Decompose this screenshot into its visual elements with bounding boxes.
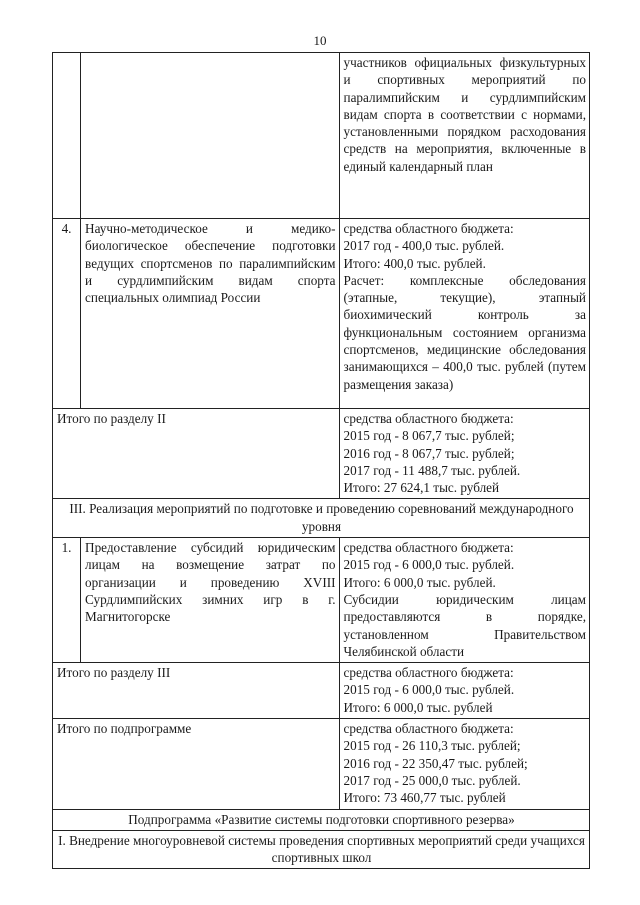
funding-cell bbox=[339, 538, 589, 663]
funding-line: Итого: 27 624,1 тыс. рублей bbox=[343, 480, 500, 496]
subprogram-heading: Подпрограмма «Развитие системы подготовки спортивного резерва» bbox=[53, 809, 590, 830]
subtotal-label: Итого по подпрограмме bbox=[53, 719, 340, 809]
funding-cell bbox=[339, 663, 589, 719]
page-number: 10 bbox=[313, 33, 327, 48]
funding-line: Итого: 400,0 тыс. рублей. bbox=[343, 255, 486, 271]
funding-cell bbox=[339, 409, 589, 499]
funding-line: 2015 год - 26 110,3 тыс. рублей; bbox=[343, 738, 521, 754]
table-row bbox=[53, 409, 590, 499]
funding-line: 2015 год - 8 067,7 тыс. рублей; bbox=[343, 428, 515, 444]
funding-cell bbox=[339, 53, 589, 219]
funding-line: Итого: 6 000,0 тыс. рублей. bbox=[343, 574, 496, 590]
funding-line: средства областного бюджета: bbox=[343, 721, 514, 737]
table-row bbox=[53, 809, 590, 830]
row-number: 4. bbox=[53, 219, 81, 409]
table-row bbox=[53, 219, 590, 409]
subtotal-label: Итого по разделу II bbox=[53, 409, 340, 499]
funding-line: средства областного бюджета: bbox=[343, 411, 514, 426]
funding-line: 2017 год - 25 000,0 тыс. рублей. bbox=[343, 772, 521, 788]
funding-text: участников официальных физкультурных и спортивных мероприятий по паралимпийским и сурдлимпийским видам спорта в соответствии с нормами, установленными порядком расходования средств на мероприятия, включенные в единый календарный план bbox=[343, 55, 586, 174]
desc-cell bbox=[81, 538, 339, 663]
section-heading: III. Реализация мероприятий по подготовке и проведению соревнований международного уровня bbox=[53, 499, 590, 538]
num-cell bbox=[53, 53, 81, 219]
funding-cell bbox=[339, 219, 589, 409]
funding-line: средства областного бюджета: bbox=[343, 221, 514, 236]
funding-line: средства областного бюджета: bbox=[343, 540, 514, 556]
table-row bbox=[53, 53, 590, 219]
table-row bbox=[53, 719, 590, 809]
funding-line: 2017 год - 11 488,7 тыс. рублей. bbox=[343, 462, 521, 478]
table-row bbox=[53, 830, 590, 869]
funding-line: 2016 год - 22 350,47 тыс. рублей; bbox=[343, 755, 528, 771]
funding-line: Итого: 6 000,0 тыс. рублей bbox=[343, 699, 493, 715]
item-description: Научно-методическое и медико-биологическое обеспечение подготовки ведущих спортсменов по паралимпийским и сурдлимпийским видам спорта специальных олимпиад России bbox=[85, 221, 336, 306]
row-number: 1. bbox=[53, 538, 81, 663]
calculation-text: Расчет: комплексные обследования (этапные, текущие), этапный биохимический контроль за функциональным состоянием организма спортсменов, медицинские обследования занимающихся – 400,0 тыс. рублей (путем размещения заказа) bbox=[343, 272, 586, 392]
table-row bbox=[53, 538, 590, 663]
funding-line: средства областного бюджета: bbox=[343, 665, 514, 681]
table-row bbox=[53, 663, 590, 719]
budget-table bbox=[52, 52, 590, 869]
subtotal-label: Итого по разделу III bbox=[53, 663, 340, 719]
funding-line: Итого: 73 460,77 тыс. рублей bbox=[343, 790, 506, 806]
subsidy-text: Субсидии юридическим лицам предоставляются в порядке, установленном Правительством Челябинской области bbox=[343, 591, 586, 659]
desc-cell bbox=[81, 219, 339, 409]
funding-cell bbox=[339, 719, 589, 809]
funding-line: 2017 год - 400,0 тыс. рублей. bbox=[343, 238, 505, 254]
desc-cell bbox=[81, 53, 339, 219]
section-heading: I. Внедрение многоуровневой системы проведения спортивных мероприятий среди учащихся спортивных школ bbox=[53, 830, 590, 869]
table-row bbox=[53, 499, 590, 538]
funding-line: 2015 год - 6 000,0 тыс. рублей. bbox=[343, 557, 515, 573]
item-description: Предоставление субсидий юридическим лицам на возмещение затрат по организации и проведению XVIII Сурдлимпийских зимних игр в г. Магнитогорске bbox=[85, 540, 336, 625]
funding-line: 2015 год - 6 000,0 тыс. рублей. bbox=[343, 682, 515, 698]
funding-line: 2016 год - 8 067,7 тыс. рублей; bbox=[343, 445, 515, 461]
